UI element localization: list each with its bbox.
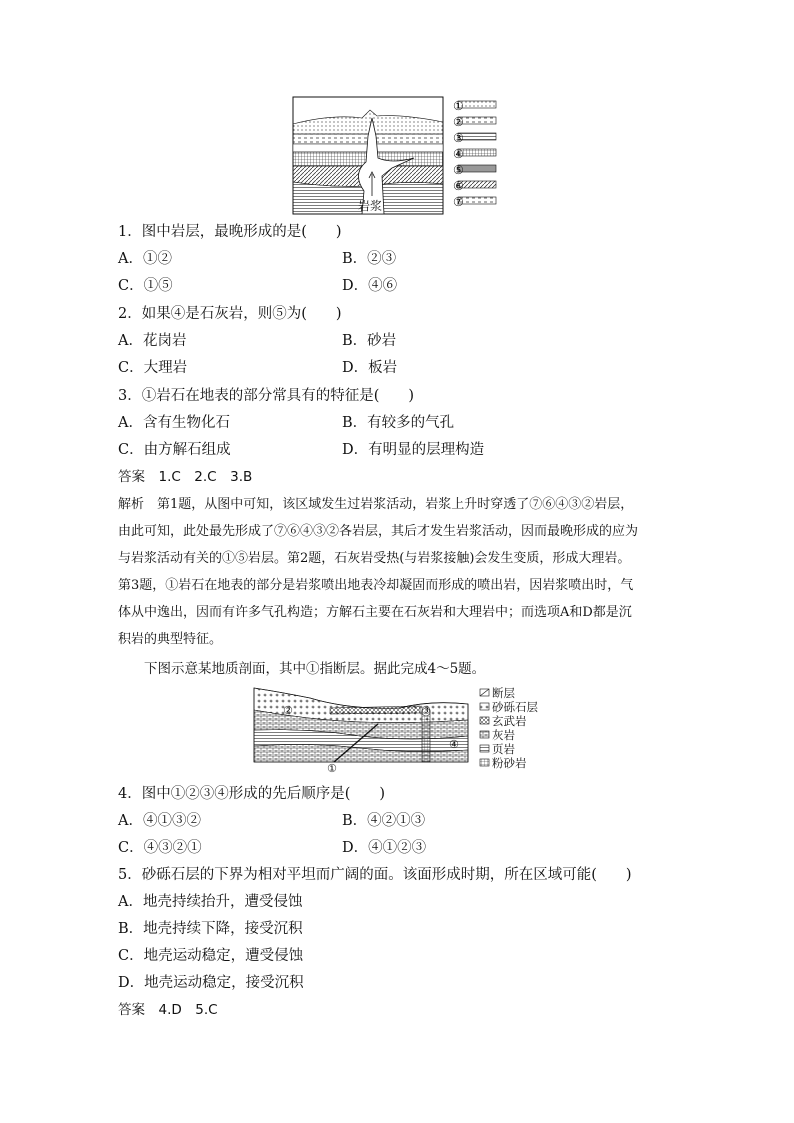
question-1-stem: 1．图中岩层，最晚形成的是( ) xyxy=(118,224,342,240)
question-3-option-c: C．由方解石组成 xyxy=(118,442,231,458)
question-5-option-a: A．地壳持续抬升，遭受侵蚀 xyxy=(118,894,303,910)
legend-item: ① xyxy=(453,99,464,113)
question-5-option-b: B．地壳持续下降，接受沉积 xyxy=(118,921,303,937)
legend-item: ④ xyxy=(453,147,464,161)
question-3-option-d: D．有明显的层理构造 xyxy=(342,442,485,458)
legend-item: 断层 xyxy=(492,686,515,700)
marker-4: ④ xyxy=(449,738,459,751)
question-5-stem: 5．砂砾石层的下界为相对平坦而广阔的面。该面形成时期，所在区域可能( ) xyxy=(118,867,632,883)
question-4-option-a: A．④①③② xyxy=(118,813,201,829)
question-1-option-d: D．④⑥ xyxy=(342,278,398,294)
explanation-line: 第3题，①岩石在地表的部分是岩浆喷出地表冷却凝固而形成的喷出岩，因岩浆喷出时，气 xyxy=(118,578,634,593)
question-4-stem: 4．图中①②③④形成的先后顺序是( ) xyxy=(118,786,386,802)
figure2-legend xyxy=(492,686,538,770)
question-4-option-c: C．④③②① xyxy=(118,840,202,856)
answer-4-5: 答案 4.D 5.C xyxy=(118,1002,218,1018)
magma-label: 岩浆 xyxy=(358,199,383,213)
question-5-option-c: C．地壳运动稳定，遭受侵蚀 xyxy=(118,948,304,964)
question-2-option-b: B．砂岩 xyxy=(342,333,397,349)
legend-item: ⑦ xyxy=(453,195,464,209)
question-3-option-b: B．有较多的气孔 xyxy=(342,415,455,431)
legend-item: ② xyxy=(453,115,464,129)
explanation-line: 解析 第1题，从图中可知，该区域发生过岩浆活动，岩浆上升时穿透了⑦⑥④③②岩层， xyxy=(118,497,634,512)
legend-item: 灰岩 xyxy=(492,728,515,742)
rock-layers-figure xyxy=(292,96,502,216)
explanation-line: 积岩的典型特征。 xyxy=(118,632,223,647)
marker-1: ① xyxy=(327,762,337,775)
question-4-option-d: D．④①②③ xyxy=(342,840,427,856)
marker-3: ③ xyxy=(421,704,431,717)
question-2-option-a: A．花岗岩 xyxy=(118,333,187,349)
legend-item: 粉砂岩 xyxy=(492,756,527,770)
legend-item: 页岩 xyxy=(492,742,515,756)
legend-item: ⑤ xyxy=(453,163,464,177)
question-4-option-b: B．④②①③ xyxy=(342,813,426,829)
question-2-option-c: C．大理岩 xyxy=(118,360,188,376)
question-1-option-a: A．①② xyxy=(118,251,172,267)
question-2-stem: 2．如果④是石灰岩，则⑤为( ) xyxy=(118,306,342,322)
question-5-option-d: D．地壳运动稳定，接受沉积 xyxy=(118,975,304,991)
answer-1-3: 答案 1.C 2.C 3.B xyxy=(118,469,253,485)
question-1-option-c: C．①⑤ xyxy=(118,278,173,294)
question-1-option-b: B．②③ xyxy=(342,251,397,267)
question-3-stem: 3．①岩石在地表的部分常具有的特征是( ) xyxy=(118,388,415,404)
question-3-option-a: A．含有生物化石 xyxy=(118,415,230,431)
explanation xyxy=(118,491,678,653)
section-intro: 下图示意某地质剖面，其中①指断层。据此完成4～5题。 xyxy=(144,661,486,677)
legend-item: 玄武岩 xyxy=(492,714,527,728)
explanation-line: 由此可知，此处最先形成了⑦⑥④③②各岩层，其后才发生岩浆活动，因而最晚形成的应为 xyxy=(118,524,639,539)
legend-item: ⑥ xyxy=(453,179,464,193)
question-2-option-d: D．板岩 xyxy=(342,360,398,376)
legend-item: ③ xyxy=(453,131,464,145)
explanation-line: 体从中逸出，因而有许多气孔构造；方解石主要在石灰岩和大理岩中；而选项A和D都是沉 xyxy=(118,605,632,620)
explanation-line: 与岩浆活动有关的①⑤岩层。第2题，石灰岩受热(与岩浆接触)会发生变质，形成大理岩。 xyxy=(118,551,631,566)
figure1-legend xyxy=(453,98,464,210)
legend-item: 砂砾石层 xyxy=(492,700,538,714)
marker-2: ② xyxy=(283,704,293,717)
